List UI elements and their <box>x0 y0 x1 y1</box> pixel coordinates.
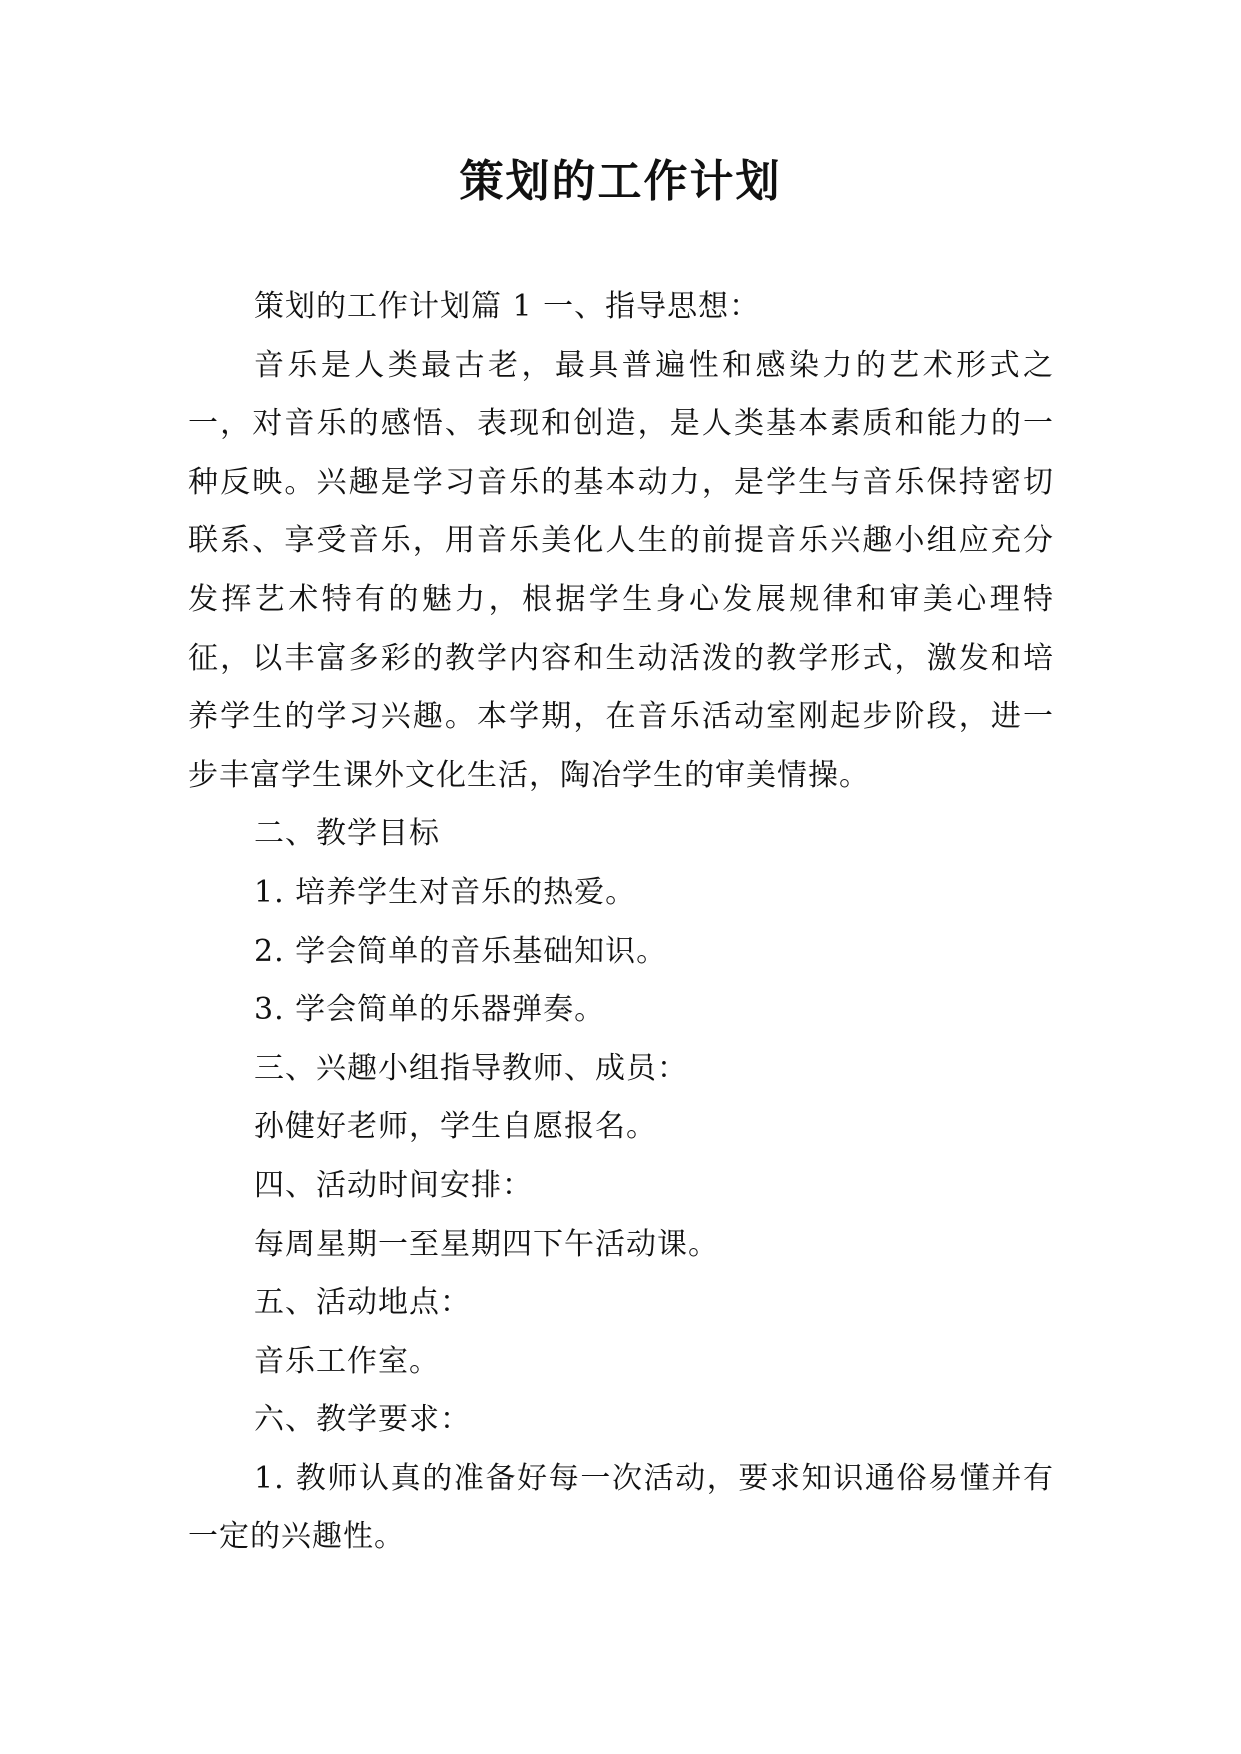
paragraph-heading-teaching-goals: 二、教学目标 <box>254 816 440 852</box>
document-body <box>188 278 1054 1567</box>
paragraph-goal-2: 2. 学会简单的音乐基础知识。 <box>254 933 668 969</box>
document-title: 策划的工作计划 <box>459 156 782 207</box>
paragraph-heading-requirements: 六、教学要求： <box>254 1402 471 1438</box>
paragraph-heading-schedule: 四、活动时间安排： <box>254 1167 533 1203</box>
paragraph-requirement-1: 1. 教师认真的准备好每一次活动，要求知识通俗易懂并有一定的兴趣性。 <box>188 1460 1054 1555</box>
paragraph-location: 音乐工作室。 <box>254 1343 440 1379</box>
paragraph-heading-guiding-thought: 策划的工作计划篇 1 一、指导思想： <box>254 289 761 324</box>
paragraph-instructors: 孙健好老师，学生自愿报名。 <box>254 1109 657 1145</box>
paragraph-music-intro: 音乐是人类最古老，最具普遍性和感染力的艺术形式之一，对音乐的感悟、表现和创造，是人类基本素质和能力的一种反映。兴趣是学习音乐的基本动力，是学生与音乐保持密切联系、享受音乐，用音乐美化人生的前提音乐兴趣小组应充分发挥艺术特有的魅力，根据学生身心发展规律和审美心理特征，以丰富多彩的教学内容和生动活泼的教学形式，激发和培养学生的学习兴趣。本学期，在音乐活动室刚起步阶段，进一步丰富学生课外文化生活，陶冶学生的审美情操。 <box>188 347 1054 793</box>
paragraph-heading-instructors: 三、兴趣小组指导教师、成员： <box>254 1050 688 1086</box>
paragraph-heading-location: 五、活动地点： <box>254 1285 471 1321</box>
paragraph-goal-3: 3. 学会简单的乐器弹奏。 <box>254 992 606 1028</box>
paragraph-schedule: 每周星期一至星期四下午活动课。 <box>254 1226 719 1262</box>
paragraph-goal-1: 1. 培养学生对音乐的热爱。 <box>254 874 637 910</box>
